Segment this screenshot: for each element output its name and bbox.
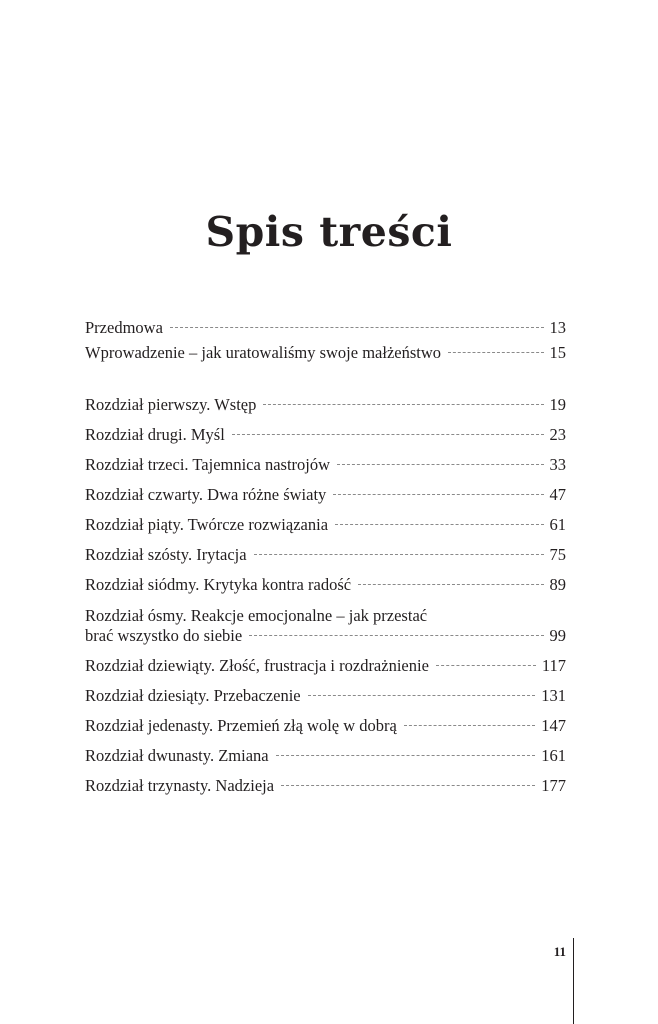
- toc-entry-chapter-9[interactable]: [85, 656, 566, 676]
- toc-entry-page: 47: [549, 485, 566, 504]
- toc-entry-chapter-7[interactable]: [85, 575, 566, 595]
- toc-entry-title: Rozdział czwarty. Dwa różne światy: [85, 485, 327, 504]
- toc-entry-chapter-8[interactable]: [85, 606, 566, 646]
- toc-entry-title: Rozdział drugi. Myśl: [85, 425, 225, 444]
- toc-entry-title: Rozdział dziewiąty. Złość, frustracja i rozdrażnienie: [85, 656, 429, 675]
- toc-entry-przedmowa[interactable]: [85, 318, 566, 338]
- dot-leader: [308, 695, 536, 696]
- dot-leader: [436, 665, 536, 666]
- toc-entry-page: 15: [549, 343, 566, 362]
- dot-leader: [276, 755, 536, 756]
- dot-leader: [333, 494, 543, 495]
- toc-entry-chapter-4[interactable]: [85, 485, 566, 505]
- toc-entry-page: 147: [541, 716, 566, 735]
- toc-entry-title: Rozdział jedenasty. Przemień złą wolę w dobrą: [85, 716, 397, 735]
- toc-entry-title: Rozdział siódmy. Krytyka kontra radość: [85, 575, 352, 594]
- dot-leader: [232, 434, 544, 435]
- margin-rule: [573, 938, 574, 1024]
- dot-leader: [170, 327, 544, 328]
- dot-leader: [335, 524, 543, 525]
- page-number: 11: [553, 944, 566, 959]
- toc-entry-page: 19: [549, 395, 566, 414]
- dot-leader: [254, 554, 544, 555]
- dot-leader: [358, 584, 543, 585]
- toc-entry-chapter-11[interactable]: [85, 716, 566, 736]
- toc-entry-page: 131: [541, 686, 566, 705]
- toc-entry-page: 89: [549, 575, 566, 594]
- toc-entry-page: 33: [549, 455, 566, 474]
- toc-entry-chapter-12[interactable]: [85, 746, 566, 766]
- toc-entry-page: 177: [541, 776, 566, 795]
- toc-entry-wprowadzenie[interactable]: [85, 343, 566, 363]
- toc-entry-title: Rozdział trzeci. Tajemnica nastrojów: [85, 455, 331, 474]
- toc-entry-page: 161: [541, 746, 566, 765]
- toc-entry-title: Rozdział piąty. Twórcze rozwiązania: [85, 515, 329, 534]
- toc-entry-page: 75: [549, 545, 566, 564]
- toc-entry-title: Rozdział dwunasty. Zmiana: [85, 746, 269, 765]
- toc-entry-title-line-1: Rozdział ósmy. Reakcje emocjonalne – jak przestać: [85, 606, 428, 625]
- toc-entry-page: 13: [549, 318, 566, 337]
- toc-entry-title: Rozdział szósty. Irytacja: [85, 545, 247, 564]
- toc-entry-chapter-2[interactable]: [85, 425, 566, 445]
- toc-entry-chapter-1[interactable]: [85, 395, 566, 415]
- toc-entry-chapter-6[interactable]: [85, 545, 566, 565]
- toc-entry-chapter-10[interactable]: [85, 686, 566, 706]
- toc-entry-chapter-3[interactable]: [85, 455, 566, 475]
- toc-entry-title: Rozdział dziesiąty. Przebaczenie: [85, 686, 301, 705]
- toc-entry-title: Rozdział pierwszy. Wstęp: [85, 395, 257, 414]
- toc-entry-page: 99: [549, 626, 566, 645]
- toc-entry-title: Przedmowa: [85, 318, 163, 337]
- dot-leader: [281, 785, 535, 786]
- toc-entry-chapter-13[interactable]: [85, 776, 566, 796]
- page-title: Spis treści: [205, 208, 453, 256]
- toc-entry-title-line-2: brać wszystko do siebie: [85, 626, 243, 645]
- toc-entry-title: Rozdział trzynasty. Nadzieja: [85, 776, 275, 795]
- dot-leader: [337, 464, 543, 465]
- dot-leader: [263, 404, 543, 405]
- dot-leader: [404, 725, 535, 726]
- dot-leader: [249, 635, 543, 636]
- toc-entry-page: 117: [541, 656, 566, 675]
- toc-entry-page: 23: [549, 425, 566, 444]
- toc-entry-title: Wprowadzenie – jak uratowaliśmy swoje małżeństwo: [85, 343, 442, 362]
- toc-entry-page: 61: [549, 515, 566, 534]
- dot-leader: [448, 352, 543, 353]
- toc-entry-chapter-5[interactable]: [85, 515, 566, 535]
